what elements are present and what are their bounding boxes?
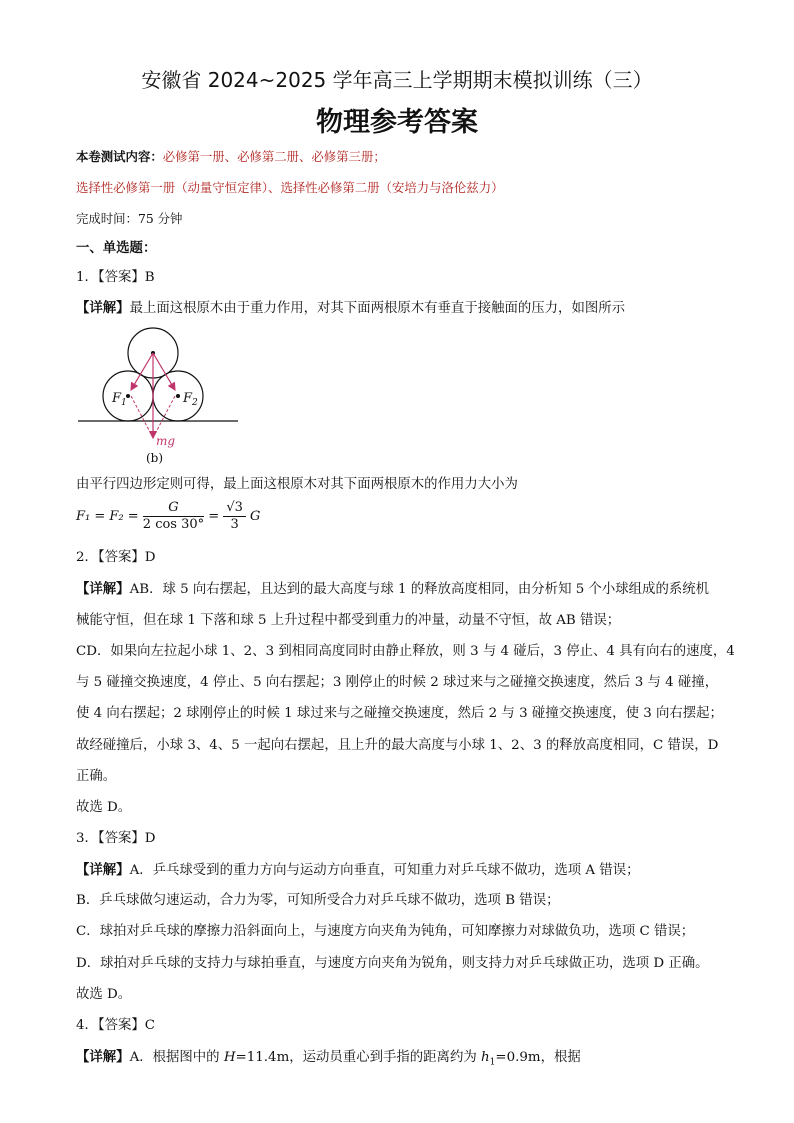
q1-formula (76, 500, 260, 533)
q2-answer: 2．【答案】D (76, 550, 156, 565)
q2-line-2: 械能守恒，但在球 1 下落和球 5 上升过程中都受到重力的冲量，动量不守恒，故 AB 错误； (76, 613, 621, 628)
label-f1: $F_1$ (112, 391, 127, 408)
q4-detail-tag: 【详解】 (76, 1049, 130, 1065)
figure-caption: (b) (146, 451, 164, 465)
q2-line-5: 使 4 向右摆起；2 球刚停止的时候 1 球过来与之碰撞交换速度，然后 2 与 3 碰撞交换速度，使 3 向右摆起； (76, 706, 723, 721)
q3-line-5: 故选 D。 (76, 987, 132, 1002)
q3-line-3: C．球拍对乒乓球的摩擦力沿斜面向上，与速度方向夹角为钝角，可知摩擦力对球做负功，选项 C 错误； (76, 924, 695, 939)
formula-tail: G (250, 509, 261, 524)
q1-after-figure: 由平行四边形定则可得，最上面这根原木对其下面两根原木的作用力大小为 (76, 477, 518, 492)
parallelogram-right (155, 396, 175, 434)
formula-lhs: F₁ = F₂ = (76, 509, 139, 524)
q2-line-7: 正确。 (76, 769, 117, 784)
q1-figure (76, 324, 246, 470)
formula-equals: = (208, 509, 220, 524)
q2-line-6: 故经碰撞后，小球 3、4、5 一起向右摆起，且上升的最大高度与小球 1、2、3 的释放高度相同，C 错误，D (76, 738, 719, 753)
q3-line-2: B．乒乓球做匀速运动，合力为零，可知所受合力对乒乓球不做功，选项 B 错误； (76, 893, 560, 908)
q2-detail-tag: 【详解】 (76, 581, 130, 597)
q1-answer: 1．【答案】B (76, 270, 155, 285)
document-title: 安徽省 2024~2025 学年高三上学期期末模拟训练（三） (141, 68, 653, 92)
section-heading: 一、单选题： (76, 241, 157, 256)
q4-answer: 4．【答案】C (76, 1018, 156, 1033)
q2-line-4: 与 5 碰撞交换速度，4 停止、5 向右摆起；3 刚停止的时候 2 球过来与之碰撞交换速度，然后 3 与 4 碰撞， (76, 675, 719, 690)
center-right-dot (176, 394, 180, 398)
q1-detail-text: 最上面这根原木由于重力作用，对其下面两根原木有垂直于接触面的压力，如图所示 (129, 301, 626, 316)
q2-line-1: 【详解】AB．球 5 向右摆起，且达到的最大高度与球 1 的释放高度相同，由分析知 5 个小球组成的系统机 (76, 581, 710, 597)
q3-line-1: 【详解】A．乒乓球受到的重力方向与运动方向垂直，可知重力对乒乓球不做功，选项 A 错误； (76, 862, 640, 878)
parallelogram-left (131, 396, 151, 434)
scope-label: 本卷测试内容： (76, 149, 163, 164)
label-f2: $F_2$ (183, 391, 198, 408)
q1-detail (76, 299, 756, 318)
q3-detail-tag: 【详解】 (76, 862, 130, 878)
scope-line (76, 148, 756, 166)
q3-answer: 3．【答案】D (76, 831, 156, 846)
q2-line-3: CD．如果向左拉起小球 1、2、3 到相同高度同时由静止释放，则 3 与 4 碰后，3 停止、4 具有向右的速度，4 (76, 644, 735, 659)
label-mg: mg (156, 434, 176, 448)
scope-value: 必修第一册、必修第二册、必修第三册； (162, 149, 386, 164)
q1-detail-tag: 【详解】 (76, 300, 130, 316)
q4-line-1: 【详解】A．根据图中的 H=11.4m，运动员重心到手指的距离约为 $h_1=0.9m$，根据 (76, 1049, 581, 1068)
scope-line-2: 选择性必修第一册（动量守恒定律）、选择性必修第二册（安培力与洛伦兹力） (76, 180, 504, 195)
q2-line-8: 故选 D。 (76, 800, 132, 815)
document-subtitle: 物理参考答案 (316, 107, 478, 138)
q3-line-4: D．球拍对乒乓球的支持力与球拍垂直，与速度方向夹角为锐角，则支持力对乒乓球做正功，选项 D 正确。 (76, 956, 709, 971)
formula-fraction-1: $\frac{G}{2 \cos 30^\circ}$ (142, 500, 205, 532)
formula-fraction-2: $\frac{√3}{3}$ (223, 500, 246, 533)
time-line: 完成时间：75 分钟 (76, 211, 183, 226)
